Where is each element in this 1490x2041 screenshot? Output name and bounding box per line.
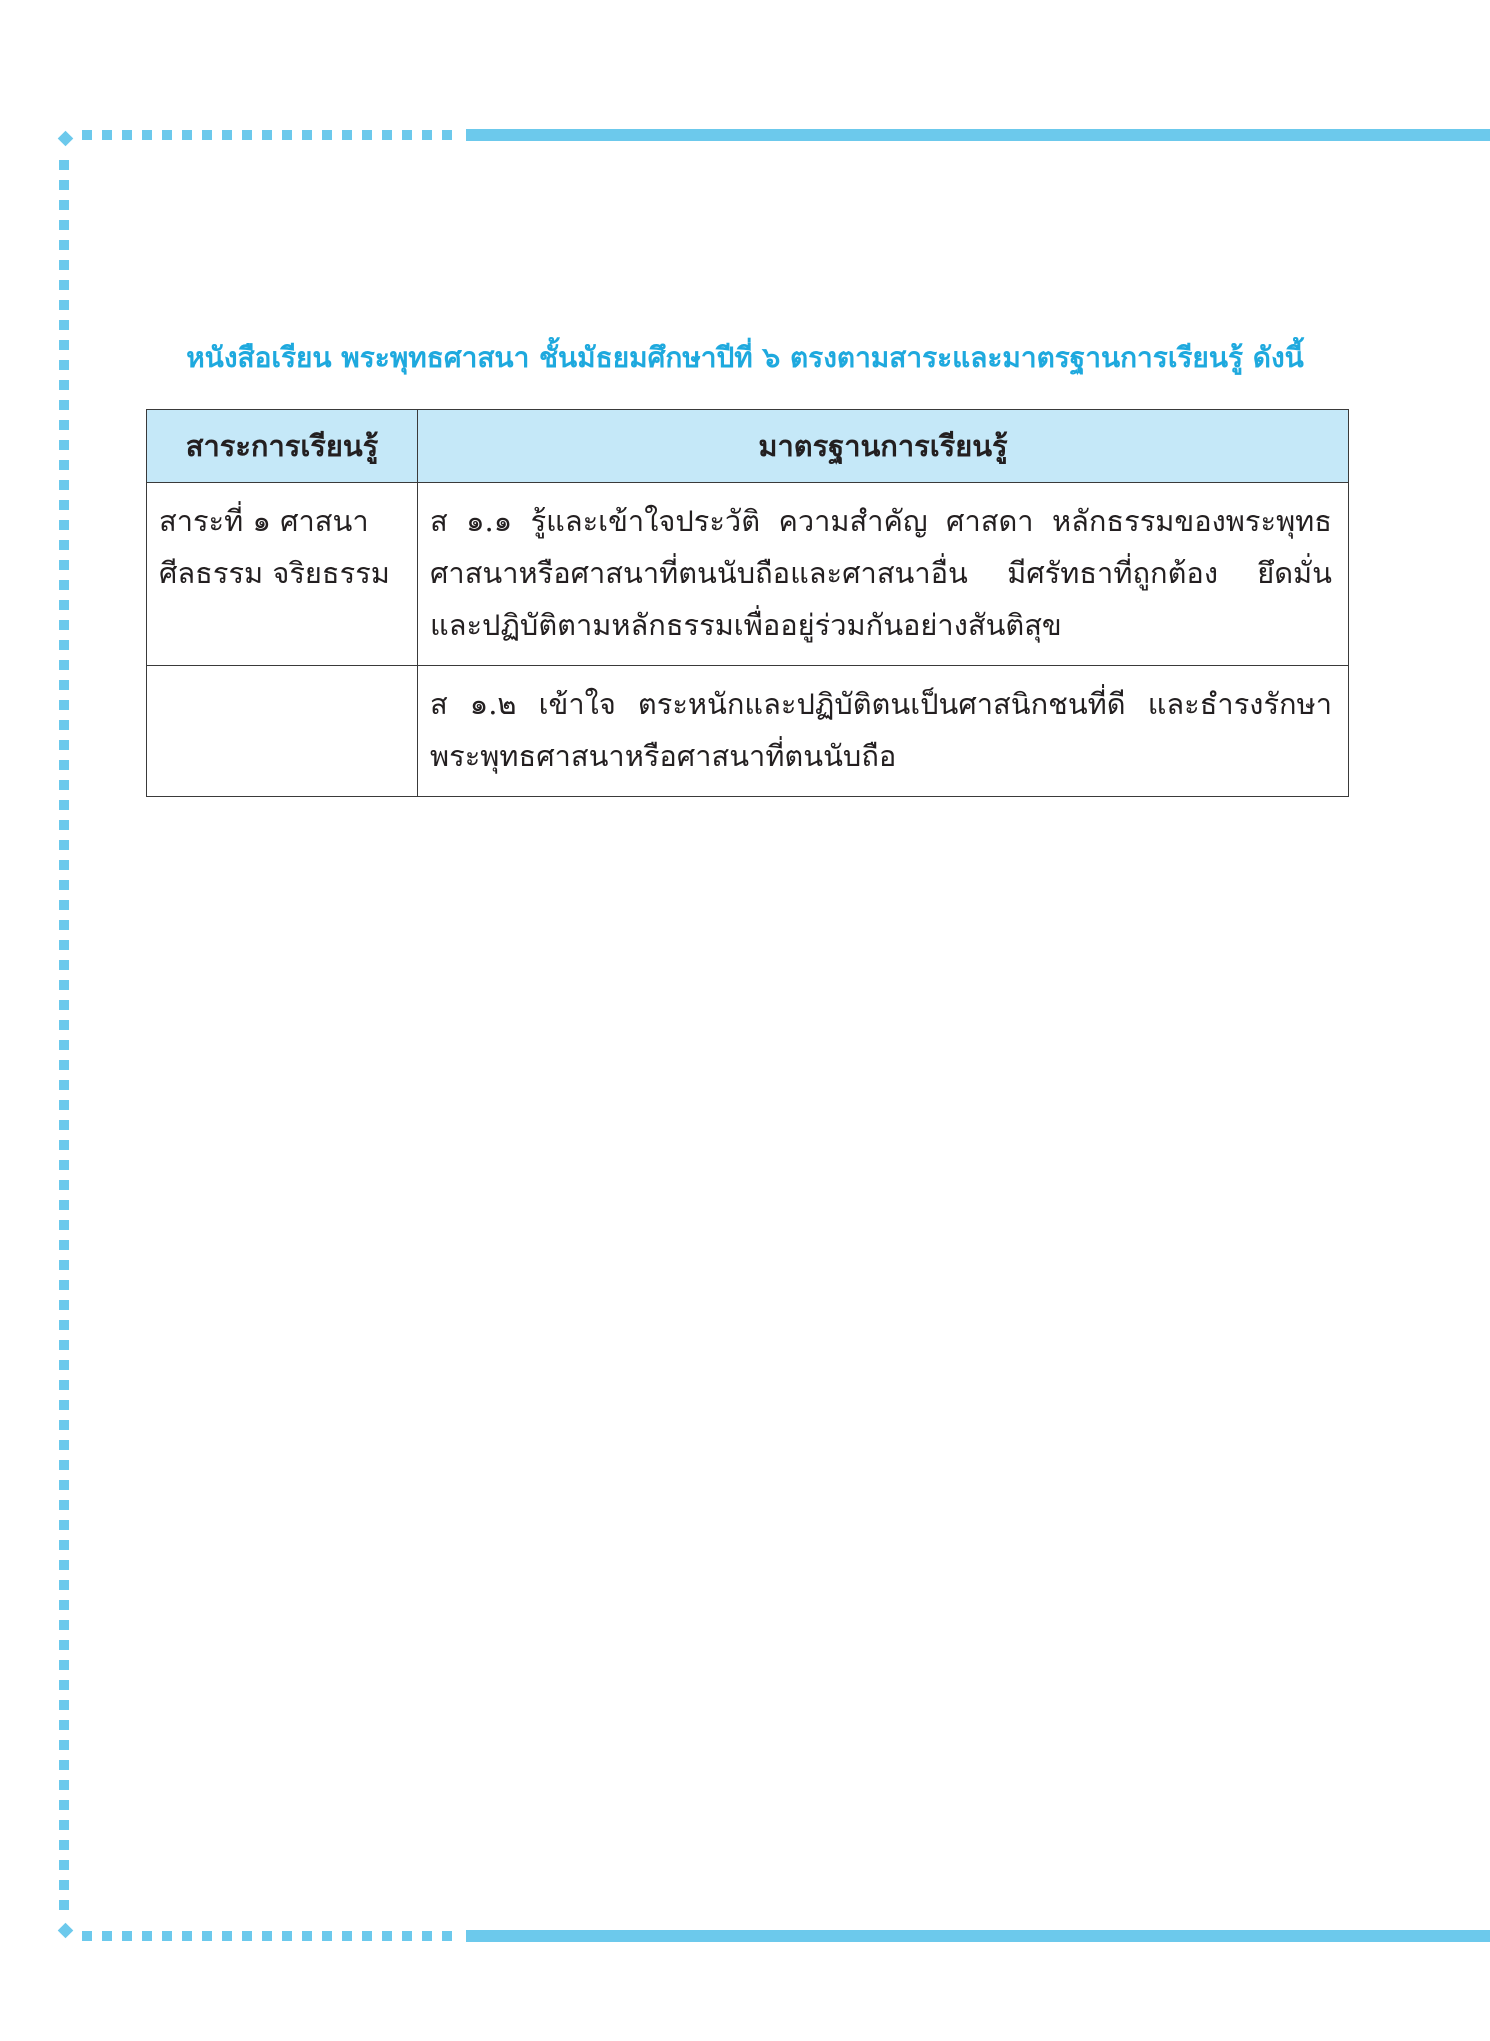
standard-cell: ส ๑.๒ เข้าใจ ตระหนักและปฏิบัติตนเป็นศาสนิกชนที่ดี และธำรงรักษาพระพุทธศาสนาหรือศาสนาที่ตนนับถือ — [418, 666, 1349, 797]
frame-dotted-border-bottom — [82, 1931, 460, 1941]
frame-dotted-border-top — [82, 130, 460, 140]
strand-cell: สาระที่ ๑ ศาสนา ศีลธรรม จริยธรรม — [147, 483, 418, 666]
frame-solid-border-bottom — [466, 1930, 1490, 1942]
frame-solid-border-top — [466, 129, 1490, 141]
page-heading: หนังสือเรียน พระพุทธศาสนา ชั้นมัธยมศึกษาปีที่ ๖ ตรงตามสาระและมาตรฐานการเรียนรู้ ดังนี้ — [186, 341, 1304, 374]
table-row — [147, 666, 1349, 797]
frame-corner-diamond-top — [58, 131, 74, 147]
table-row — [147, 483, 1349, 666]
frame-dotted-border-left — [59, 160, 69, 1910]
strand-cell — [147, 666, 418, 797]
standard-cell: ส ๑.๑ รู้และเข้าใจประวัติ ความสำคัญ ศาสดา หลักธรรมของพระพุทธศาสนาหรือศาสนาที่ตนนับถือและศาสนาอื่น มีศรัทธาที่ถูกต้อง ยึดมั่น และปฏิบัติตามหลักธรรมเพื่ออยู่ร่วมกันอย่างสันติสุข — [418, 483, 1349, 666]
header-standard: มาตรฐานการเรียนรู้ — [418, 410, 1349, 483]
header-strand: สาระการเรียนรู้ — [147, 410, 418, 483]
standards-table — [146, 409, 1349, 797]
frame-corner-diamond-bottom — [58, 1923, 74, 1939]
table-header-row — [147, 410, 1349, 483]
